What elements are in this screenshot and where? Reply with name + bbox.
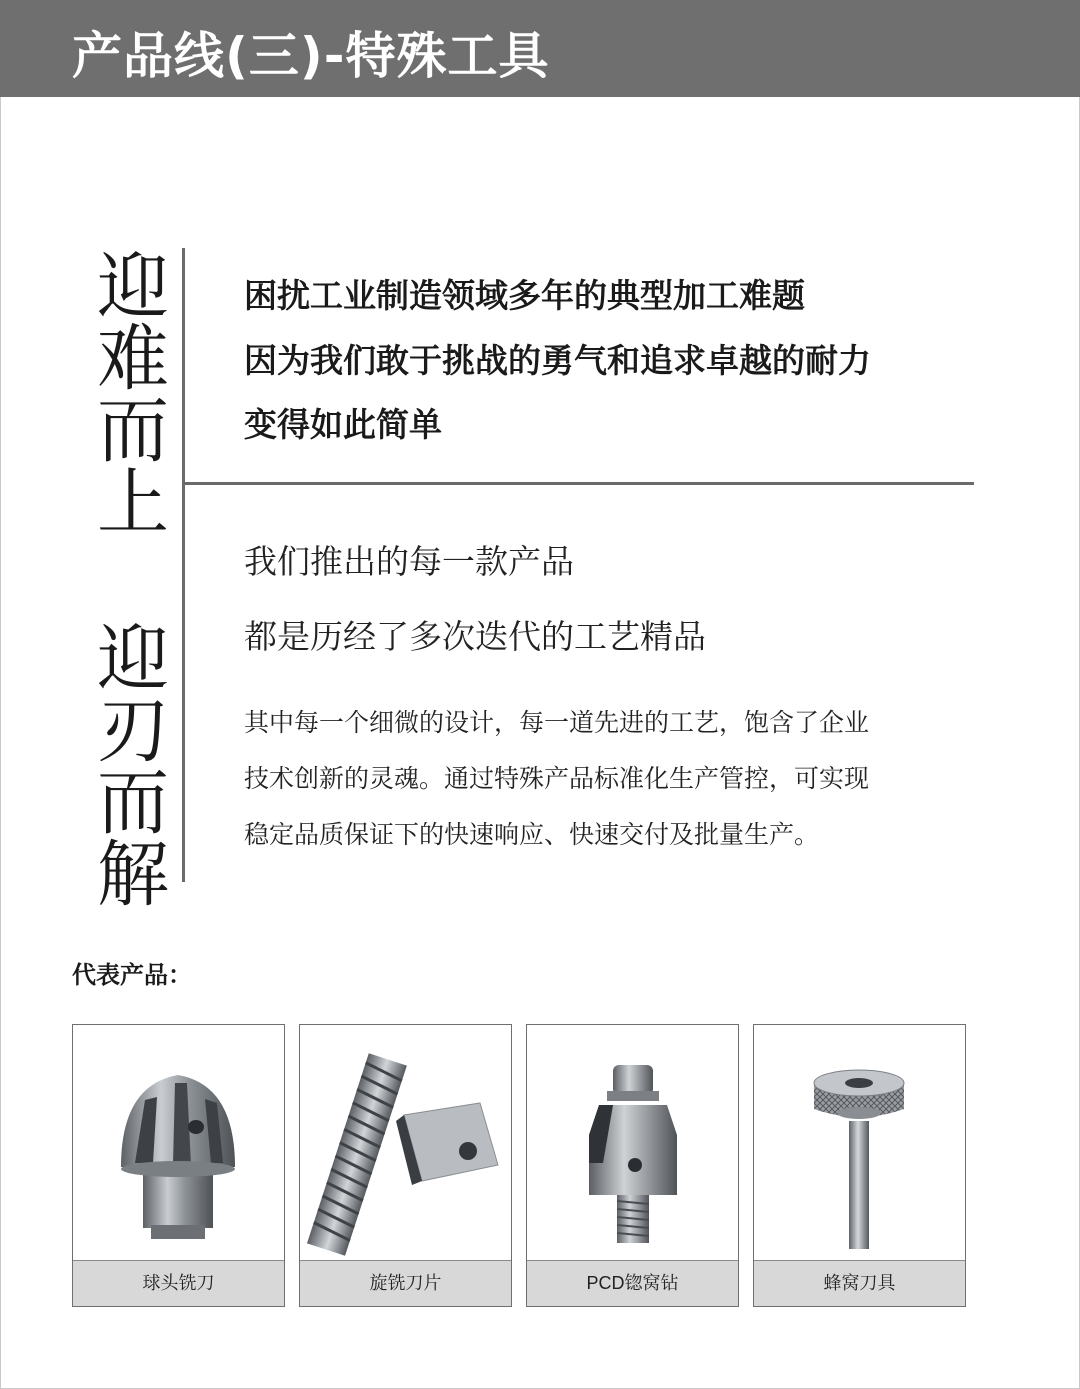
vertical-divider (182, 248, 185, 882)
product-name: 球头铣刀 (73, 1260, 284, 1306)
body-line-1: 其中每一个细微的设计，每一道先进的工艺，饱含了企业 (244, 708, 870, 737)
horizontal-divider (185, 482, 974, 485)
pcd-countersink-drill-icon (527, 1025, 738, 1261)
slogan-vertical-title: 迎难而上 迎刃而解 (85, 248, 169, 908)
product-name: 旋铣刀片 (300, 1260, 511, 1306)
product-card[interactable] (526, 1024, 739, 1307)
page-title: 产品线(三)-特殊工具 (72, 27, 550, 85)
page-header (0, 0, 1080, 97)
honeycomb-cutter-icon (754, 1025, 965, 1261)
product-card[interactable] (299, 1024, 512, 1307)
product-card[interactable] (72, 1024, 285, 1307)
product-name: PCD锪窝钻 (527, 1260, 738, 1306)
body-line-2: 技术创新的灵魂。通过特殊产品标准化生产管控，可实现 (244, 764, 870, 793)
claim-line-1: 我们推出的每一款产品 (244, 542, 574, 581)
body-line-3: 稳定品质保证下的快速响应、快速交付及批量生产。 (244, 820, 820, 849)
intro-line-2: 因为我们敢于挑战的勇气和追求卓越的耐力 (244, 341, 871, 380)
claim-line-2: 都是历经了多次迭代的工艺精品 (244, 617, 706, 656)
product-name: 蜂窝刀具 (754, 1260, 965, 1306)
products-label: 代表产品： (72, 961, 192, 989)
whirling-insert-icon (300, 1025, 511, 1261)
product-card[interactable] (753, 1024, 966, 1307)
ball-end-mill-icon (73, 1025, 284, 1261)
intro-line-3: 变得如此简单 (244, 405, 442, 444)
intro-line-1: 困扰工业制造领域多年的典型加工难题 (244, 276, 805, 315)
